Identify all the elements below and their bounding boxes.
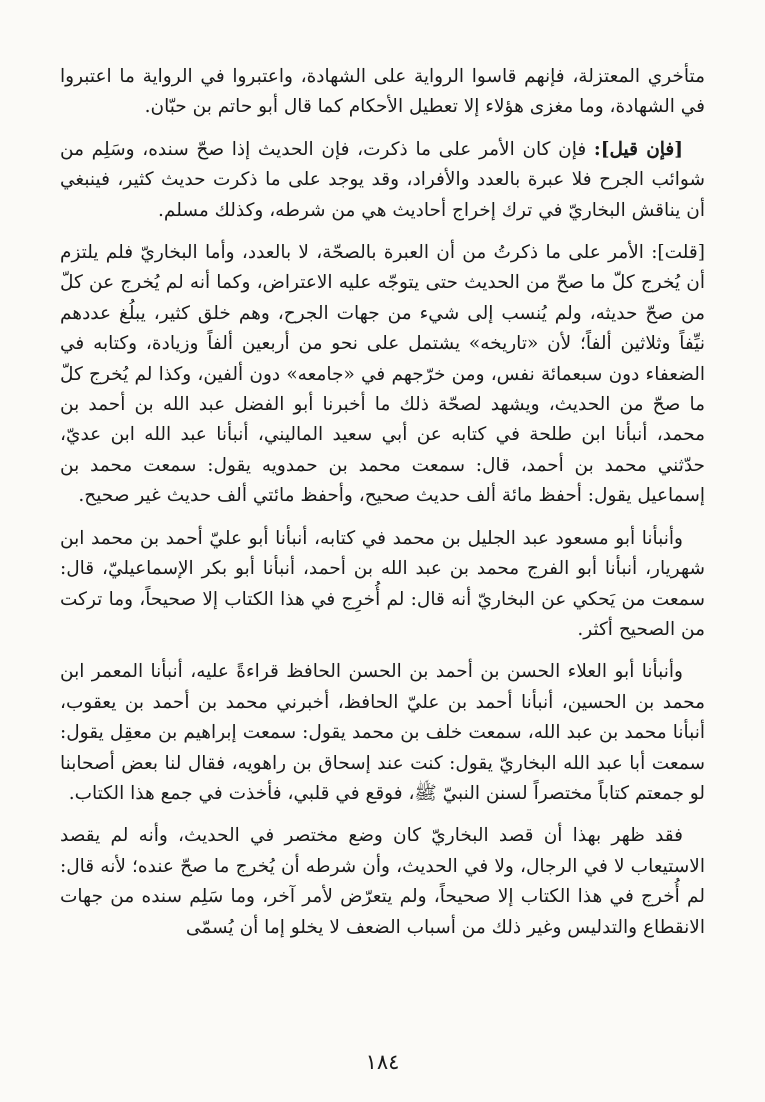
- paragraph-reply: [60, 238, 705, 512]
- paragraph-reply-text: [قلت]: الأمر على ما ذكرتُ من أن العبرة بالصحّة، لا بالعدد، وأما البخاريّ فلم يلتزم أن يُخرج كلّ ما صحّ من الحديث حتى يتوجّه عليه الاعتراض، وكما أنه لم يُخرج عن كلّ من صحّ حديثه، ولم يُنسب إلى شيء من جهات الجرح، وهم خلق كثير، يبلُغ عددهم نيِّفاً وثلاثين ألفاً؛ لأن «تاريخه» يشتمل على نحو من أربعين ألفاً وزيادة، وكتابه في الضعفاء دون سبعمائة نفس، ومن خرّجهم في «جامعه» دون ألفين، وكذا لم يُخرج كلّ ما صحّ من الحديث، ويشهد لصحّة ذلك ما أخبرنا أبو الفضل عبد الله بن أحمد بن محمد، أنبأنا ابن طلحة في كتابه عن أبي سعيد الماليني، أنبأنا عبد الله ابن عديّ، حدّثني محمد بن أحمد، قال: سمعت محمد بن حمدويه يقول: سمعت محمد بن إسماعيل يقول: أحفظ مائة ألف حديث صحيح، وأحفظ مائتي ألف حديث غير صحيح.: [60, 242, 705, 507]
- paragraph-ismaili-narration: [60, 524, 705, 646]
- page-number: ١٨٤: [365, 1050, 400, 1074]
- paragraph-conclusion: [60, 821, 705, 943]
- paragraph-conclusion-text: فقد ظهر بهذا أن قصد البخاريّ كان وضع مختصر في الحديث، وأنه لم يقصد الاستيعاب لا في الرجال، ولا في الحديث، وأن شرطه أن يُخرج ما صحّ عنده؛ لأنه قال: لم أُخرج في هذا الكتاب إلا صحيحاً، ولم يتعرّض لأمر آخر، وما سَلِم سنده من جهات الانقطاع والتدليس وغير ذلك من أسباب الضعف لا يخلو إما أن يُسمّى: [60, 825, 705, 938]
- paragraph-objection-text: فإن كان الأمر على ما ذكرت، فإن الحديث إذا صحّ سنده، وسَلِم من شوائب الجرح فلا عبرة بالعدد والأفراد، وقد يوجد على ما ذكرت حديث كثير، فينبغي أن يناقش البخاريّ في ترك إخراج أحاديث هي من شرطه، وكذلك مسلم.: [60, 138, 705, 221]
- objection-lead: [فإن قيل]:: [593, 138, 684, 160]
- paragraph-ishaq-narration: [60, 657, 705, 809]
- paragraph-opening-text: متأخري المعتزلة، فإنهم قاسوا الرواية على الشهادة، واعتبروا في الرواية ما اعتبروا في الشهادة، وما مغزى هؤلاء إلا تعطيل الأحكام كما قال أبو حاتم بن حبّان.: [60, 66, 705, 118]
- paragraph-opening: [60, 62, 705, 123]
- paragraph-ishaq-narration-text: وأنبأنا أبو العلاء الحسن بن أحمد بن الحسن الحافظ قراءةً عليه، أنبأنا المعمر ابن محمد بن الحسين، أنبأنا أحمد بن عليّ الحافظ، أخبرني محمد بن أحمد بن يعقوب، أنبأنا محمد بن عبد الله، سمعت خلف بن محمد يقول: سمعت إبراهيم بن معقِل يقول: سمعت أبا عبد الله البخاريّ يقول: كنت عند إسحاق بن راهويه، فقال لنا بعض أصحابنا لو جمعتم كتاباً مختصراً لسنن النبيّ ﷺ، فوقع في قلبي، فأخذت في جمع هذا الكتاب.: [60, 661, 705, 804]
- paragraph-objection: [60, 135, 705, 226]
- paragraph-ismaili-narration-text: وأنبأنا أبو مسعود عبد الجليل بن محمد في كتابه، أنبأنا أبو عليّ أحمد بن محمد ابن شهريار، أنبأنا أبو الفرج محمد بن عبد الله بن أحمد، أنبأنا أبو بكر الإسماعيليّ، قال: سمعت من يَحكي عن البخاريّ أنه قال: لم أُخرِج في هذا الكتاب إلا صحيحاً، وما تركت من الصحيح أكثر.: [60, 527, 705, 640]
